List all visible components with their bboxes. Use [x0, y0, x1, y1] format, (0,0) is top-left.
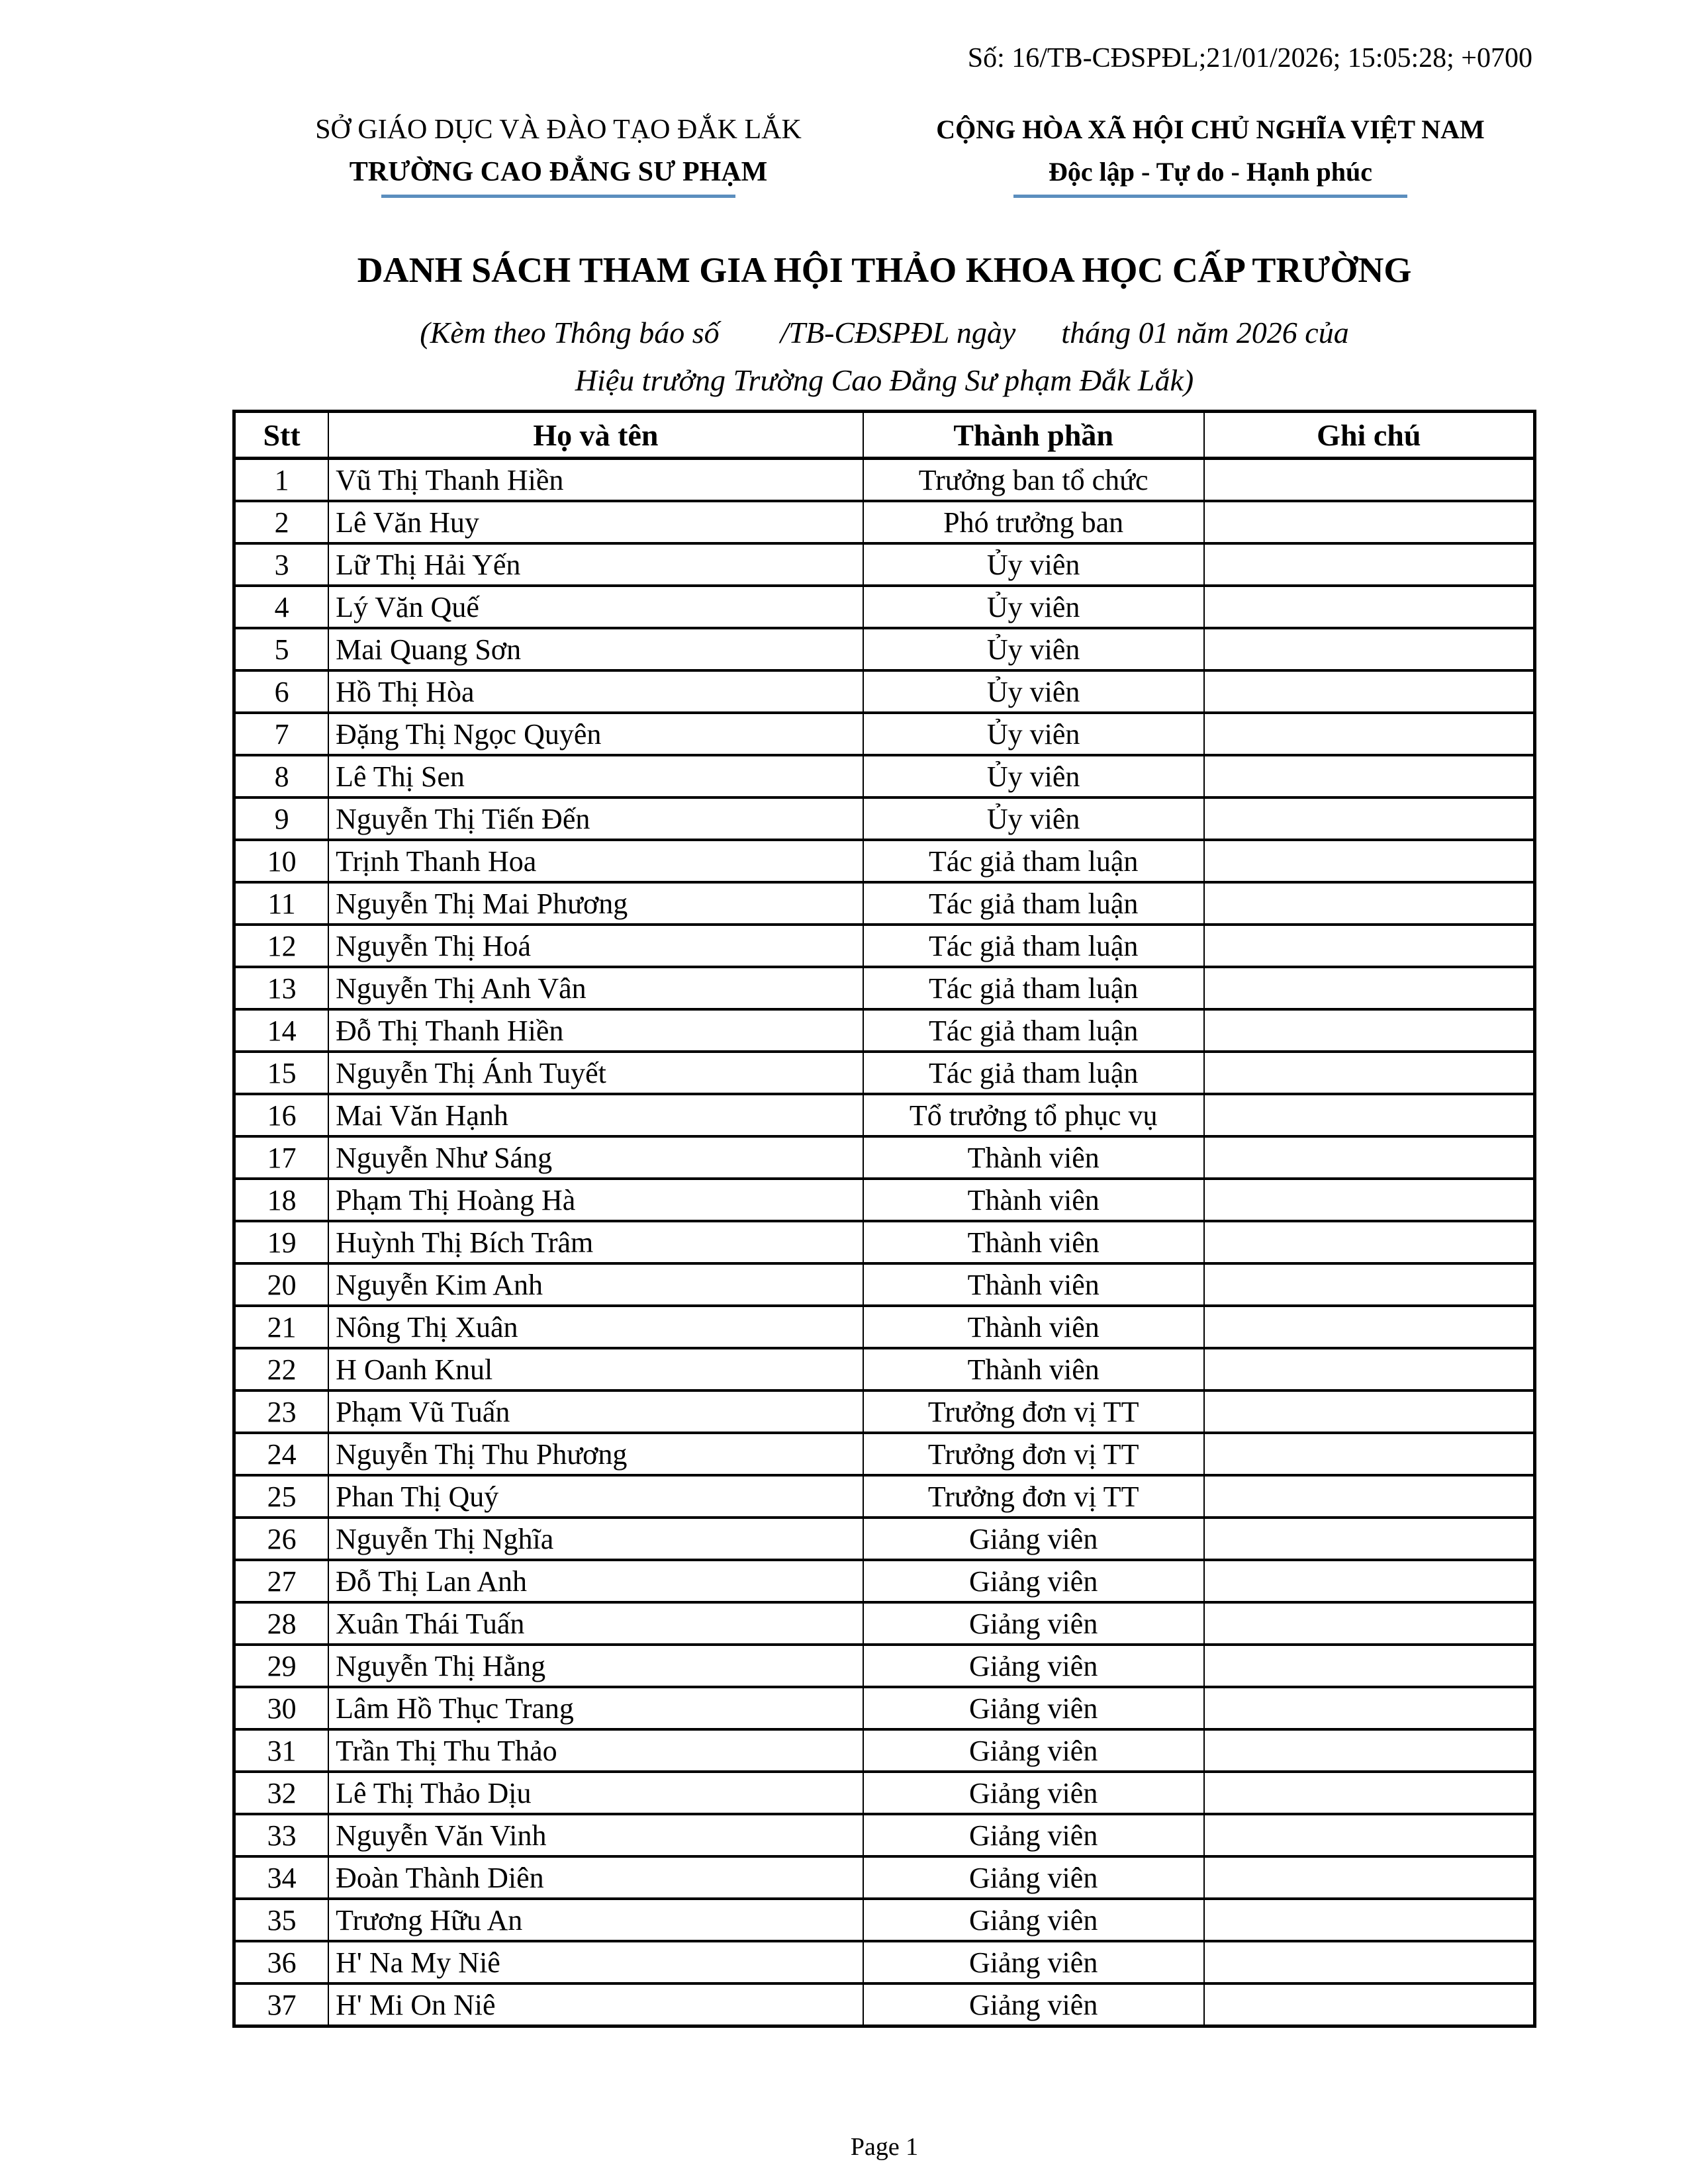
table-row	[234, 967, 1535, 1009]
cell-stt: 25	[234, 1475, 329, 1518]
cell-role: Giảng viên	[863, 1729, 1204, 1772]
cell-role: Giảng viên	[863, 1856, 1204, 1899]
table-row	[234, 797, 1535, 840]
page-number: Page 1	[850, 2133, 919, 2161]
cell-note	[1204, 1179, 1535, 1221]
cell-note	[1204, 1306, 1535, 1348]
document-content	[232, 0, 1536, 2161]
table-row	[234, 1348, 1535, 1390]
cell-stt: 33	[234, 1814, 329, 1856]
cell-role: Tác giả tham luận	[863, 882, 1204, 925]
cell-name: Nguyễn Thị Mai Phương	[328, 882, 863, 925]
cell-name: Trương Hữu An	[328, 1899, 863, 1941]
cell-note	[1204, 1136, 1535, 1179]
cell-note	[1204, 1560, 1535, 1602]
table-row	[234, 1136, 1535, 1179]
cell-stt: 15	[234, 1052, 329, 1094]
national-motto: Độc lập - Tự do - Hạnh phúc	[1049, 157, 1372, 187]
table-row	[234, 1814, 1535, 1856]
cell-stt: 27	[234, 1560, 329, 1602]
table-row	[234, 670, 1535, 713]
title-block	[232, 248, 1536, 404]
cell-stt: 6	[234, 670, 329, 713]
table-row	[234, 1856, 1535, 1899]
cell-name: Nông Thị Xuân	[328, 1306, 863, 1348]
cell-name: Phạm Thị Hoàng Hà	[328, 1179, 863, 1221]
cell-role: Trưởng đơn vị TT	[863, 1390, 1204, 1433]
cell-name: Lý Văn Quế	[328, 586, 863, 628]
table-row	[234, 755, 1535, 797]
cell-note	[1204, 543, 1535, 586]
table-row	[234, 1390, 1535, 1433]
cell-stt: 9	[234, 797, 329, 840]
cell-name: Nguyễn Thị Nghĩa	[328, 1518, 863, 1560]
issuing-org-block	[232, 109, 884, 198]
cell-name: Xuân Thái Tuấn	[328, 1602, 863, 1645]
document-title: DANH SÁCH THAM GIA HỘI THẢO KHOA HỌC CẤP TRƯỜNG	[357, 250, 1412, 291]
org-underline	[381, 195, 735, 198]
cell-role: Thành viên	[863, 1348, 1204, 1390]
cell-name: Đỗ Thị Lan Anh	[328, 1560, 863, 1602]
cell-name: Nguyễn Thị Ánh Tuyết	[328, 1052, 863, 1094]
cell-role: Giảng viên	[863, 1687, 1204, 1729]
table-row	[234, 713, 1535, 755]
cell-role: Ủy viên	[863, 670, 1204, 713]
cell-name: Nguyễn Như Sáng	[328, 1136, 863, 1179]
cell-role: Giảng viên	[863, 1941, 1204, 1983]
cell-name: Nguyễn Kim Anh	[328, 1263, 863, 1306]
cell-note	[1204, 1941, 1535, 1983]
table-row	[234, 501, 1535, 543]
cell-name: Nguyễn Văn Vinh	[328, 1814, 863, 1856]
cell-note	[1204, 1814, 1535, 1856]
cell-stt: 4	[234, 586, 329, 628]
cell-role: Giảng viên	[863, 1645, 1204, 1687]
cell-name: Lê Thị Sen	[328, 755, 863, 797]
table-row	[234, 925, 1535, 967]
table-row	[234, 1983, 1535, 2026]
cell-name: Trịnh Thanh Hoa	[328, 840, 863, 882]
cell-stt: 17	[234, 1136, 329, 1179]
cell-note	[1204, 1899, 1535, 1941]
cell-name: Nguyễn Thị Hoá	[328, 925, 863, 967]
table-row	[234, 1602, 1535, 1645]
cell-role: Thành viên	[863, 1306, 1204, 1348]
table-row	[234, 1899, 1535, 1941]
cell-name: H' Mi On Niê	[328, 1983, 863, 2026]
cell-role: Ủy viên	[863, 797, 1204, 840]
cell-name: H Oanh Knul	[328, 1348, 863, 1390]
cell-note	[1204, 1772, 1535, 1814]
cell-stt: 16	[234, 1094, 329, 1136]
cell-name: Đoàn Thành Diên	[328, 1856, 863, 1899]
table-row	[234, 1941, 1535, 1983]
table-header-row	[234, 412, 1535, 459]
national-title: CỘNG HÒA XÃ HỘI CHỦ NGHĨA VIỆT NAM	[936, 114, 1485, 145]
cell-role: Giảng viên	[863, 1814, 1204, 1856]
cell-role: Phó trưởng ban	[863, 501, 1204, 543]
cell-note	[1204, 1475, 1535, 1518]
table-row	[234, 1263, 1535, 1306]
cell-note	[1204, 1983, 1535, 2026]
cell-note	[1204, 586, 1535, 628]
participant-table	[232, 410, 1536, 2028]
cell-role: Giảng viên	[863, 1518, 1204, 1560]
cell-stt: 24	[234, 1433, 329, 1475]
cell-role: Ủy viên	[863, 628, 1204, 670]
cell-note	[1204, 670, 1535, 713]
cell-note	[1204, 840, 1535, 882]
cell-name: Lâm Hồ Thục Trang	[328, 1687, 863, 1729]
cell-note	[1204, 797, 1535, 840]
cell-note	[1204, 459, 1535, 502]
cell-name: Mai Văn Hạnh	[328, 1094, 863, 1136]
cell-stt: 2	[234, 501, 329, 543]
cell-stt: 3	[234, 543, 329, 586]
cell-name: Phạm Vũ Tuấn	[328, 1390, 863, 1433]
cell-name: Đỗ Thị Thanh Hiền	[328, 1009, 863, 1052]
cell-note	[1204, 967, 1535, 1009]
cell-role: Tác giả tham luận	[863, 1052, 1204, 1094]
cell-role: Ủy viên	[863, 755, 1204, 797]
cell-note	[1204, 628, 1535, 670]
cell-role: Tác giả tham luận	[863, 840, 1204, 882]
table-row	[234, 1052, 1535, 1094]
table-row	[234, 1772, 1535, 1814]
doc-number-stamp: Số: 16/TB-CĐSPĐL;21/01/2026; 15:05:28; +0700	[967, 43, 1532, 73]
document-subtitle-line2: Hiệu trưởng Trường Cao Đẳng Sư phạm Đắk Lắk)	[575, 363, 1194, 398]
cell-role: Tác giả tham luận	[863, 967, 1204, 1009]
cell-note	[1204, 755, 1535, 797]
cell-name: Lữ Thị Hải Yến	[328, 543, 863, 586]
issuing-org-name: TRƯỜNG CAO ĐẲNG SƯ PHẠM	[349, 157, 768, 188]
cell-note	[1204, 1094, 1535, 1136]
cell-stt: 18	[234, 1179, 329, 1221]
cell-stt: 5	[234, 628, 329, 670]
motto-underline	[1013, 195, 1407, 198]
cell-stt: 1	[234, 459, 329, 502]
cell-name: Trần Thị Thu Thảo	[328, 1729, 863, 1772]
cell-note	[1204, 1856, 1535, 1899]
cell-role: Giảng viên	[863, 1983, 1204, 2026]
cell-stt: 31	[234, 1729, 329, 1772]
cell-role: Tác giả tham luận	[863, 1009, 1204, 1052]
cell-note	[1204, 1518, 1535, 1560]
cell-stt: 22	[234, 1348, 329, 1390]
cell-name: Huỳnh Thị Bích Trâm	[328, 1221, 863, 1263]
cell-name: Mai Quang Sơn	[328, 628, 863, 670]
issuing-org-parent: SỞ GIÁO DỤC VÀ ĐÀO TẠO ĐẮK LẮK	[315, 114, 802, 146]
cell-role: Trưởng đơn vị TT	[863, 1433, 1204, 1475]
cell-stt: 28	[234, 1602, 329, 1645]
table-row	[234, 882, 1535, 925]
cell-name: Nguyễn Thị Anh Vân	[328, 967, 863, 1009]
table-row	[234, 1560, 1535, 1602]
table-row	[234, 543, 1535, 586]
cell-role: Giảng viên	[863, 1772, 1204, 1814]
table-row	[234, 840, 1535, 882]
cell-role: Ủy viên	[863, 586, 1204, 628]
cell-stt: 21	[234, 1306, 329, 1348]
cell-role: Trưởng ban tổ chức	[863, 459, 1204, 502]
cell-role: Tổ trưởng tổ phục vụ	[863, 1094, 1204, 1136]
cell-stt: 8	[234, 755, 329, 797]
cell-note	[1204, 1052, 1535, 1094]
cell-note	[1204, 1645, 1535, 1687]
column-header-name: Họ và tên	[328, 412, 863, 459]
cell-stt: 32	[234, 1772, 329, 1814]
cell-name: Phan Thị Quý	[328, 1475, 863, 1518]
cell-note	[1204, 1687, 1535, 1729]
table-row	[234, 459, 1535, 502]
cell-name: Nguyễn Thị Hằng	[328, 1645, 863, 1687]
table-row	[234, 1518, 1535, 1560]
cell-role: Giảng viên	[863, 1899, 1204, 1941]
cell-role: Giảng viên	[863, 1560, 1204, 1602]
cell-note	[1204, 501, 1535, 543]
cell-note	[1204, 713, 1535, 755]
cell-note	[1204, 1729, 1535, 1772]
cell-note	[1204, 925, 1535, 967]
cell-stt: 11	[234, 882, 329, 925]
table-row	[234, 1306, 1535, 1348]
table-body	[234, 459, 1535, 2026]
cell-stt: 29	[234, 1645, 329, 1687]
cell-stt: 26	[234, 1518, 329, 1560]
cell-role: Giảng viên	[863, 1602, 1204, 1645]
table-row	[234, 586, 1535, 628]
cell-stt: 10	[234, 840, 329, 882]
table-row	[234, 1475, 1535, 1518]
cell-stt: 23	[234, 1390, 329, 1433]
cell-name: Nguyễn Thị Tiến Đến	[328, 797, 863, 840]
cell-note	[1204, 1263, 1535, 1306]
cell-stt: 19	[234, 1221, 329, 1263]
column-header-note: Ghi chú	[1204, 412, 1535, 459]
column-header-stt: Stt	[234, 412, 329, 459]
cell-stt: 35	[234, 1899, 329, 1941]
org-header	[232, 109, 1536, 198]
cell-note	[1204, 1433, 1535, 1475]
table-row	[234, 1221, 1535, 1263]
table-row	[234, 1433, 1535, 1475]
cell-stt: 34	[234, 1856, 329, 1899]
column-header-role: Thành phần	[863, 412, 1204, 459]
cell-name: Lê Văn Huy	[328, 501, 863, 543]
cell-name: Lê Thị Thảo Dịu	[328, 1772, 863, 1814]
cell-name: Đặng Thị Ngọc Quyên	[328, 713, 863, 755]
cell-stt: 37	[234, 1983, 329, 2026]
cell-stt: 12	[234, 925, 329, 967]
cell-stt: 30	[234, 1687, 329, 1729]
table-row	[234, 1645, 1535, 1687]
cell-role: Thành viên	[863, 1179, 1204, 1221]
table-row	[234, 1729, 1535, 1772]
cell-note	[1204, 1390, 1535, 1433]
cell-name: H' Na My Niê	[328, 1941, 863, 1983]
cell-role: Thành viên	[863, 1263, 1204, 1306]
cell-note	[1204, 1348, 1535, 1390]
cell-role: Thành viên	[863, 1221, 1204, 1263]
table-row	[234, 1687, 1535, 1729]
cell-role: Trưởng đơn vị TT	[863, 1475, 1204, 1518]
document-subtitle-line1: (Kèm theo Thông báo số /TB-CĐSPĐL ngày tháng 01 năm 2026 của	[420, 316, 1349, 350]
cell-stt: 7	[234, 713, 329, 755]
table-row	[234, 1009, 1535, 1052]
table-row	[234, 1094, 1535, 1136]
cell-role: Ủy viên	[863, 713, 1204, 755]
national-motto-block	[884, 109, 1536, 198]
cell-name: Vũ Thị Thanh Hiền	[328, 459, 863, 502]
cell-stt: 14	[234, 1009, 329, 1052]
cell-role: Ủy viên	[863, 543, 1204, 586]
cell-stt: 36	[234, 1941, 329, 1983]
cell-stt: 13	[234, 967, 329, 1009]
cell-note	[1204, 1221, 1535, 1263]
cell-role: Thành viên	[863, 1136, 1204, 1179]
cell-note	[1204, 882, 1535, 925]
cell-name: Hồ Thị Hòa	[328, 670, 863, 713]
cell-note	[1204, 1602, 1535, 1645]
cell-role: Tác giả tham luận	[863, 925, 1204, 967]
table-row	[234, 628, 1535, 670]
table-row	[234, 1179, 1535, 1221]
cell-name: Nguyễn Thị Thu Phương	[328, 1433, 863, 1475]
cell-stt: 20	[234, 1263, 329, 1306]
cell-note	[1204, 1009, 1535, 1052]
